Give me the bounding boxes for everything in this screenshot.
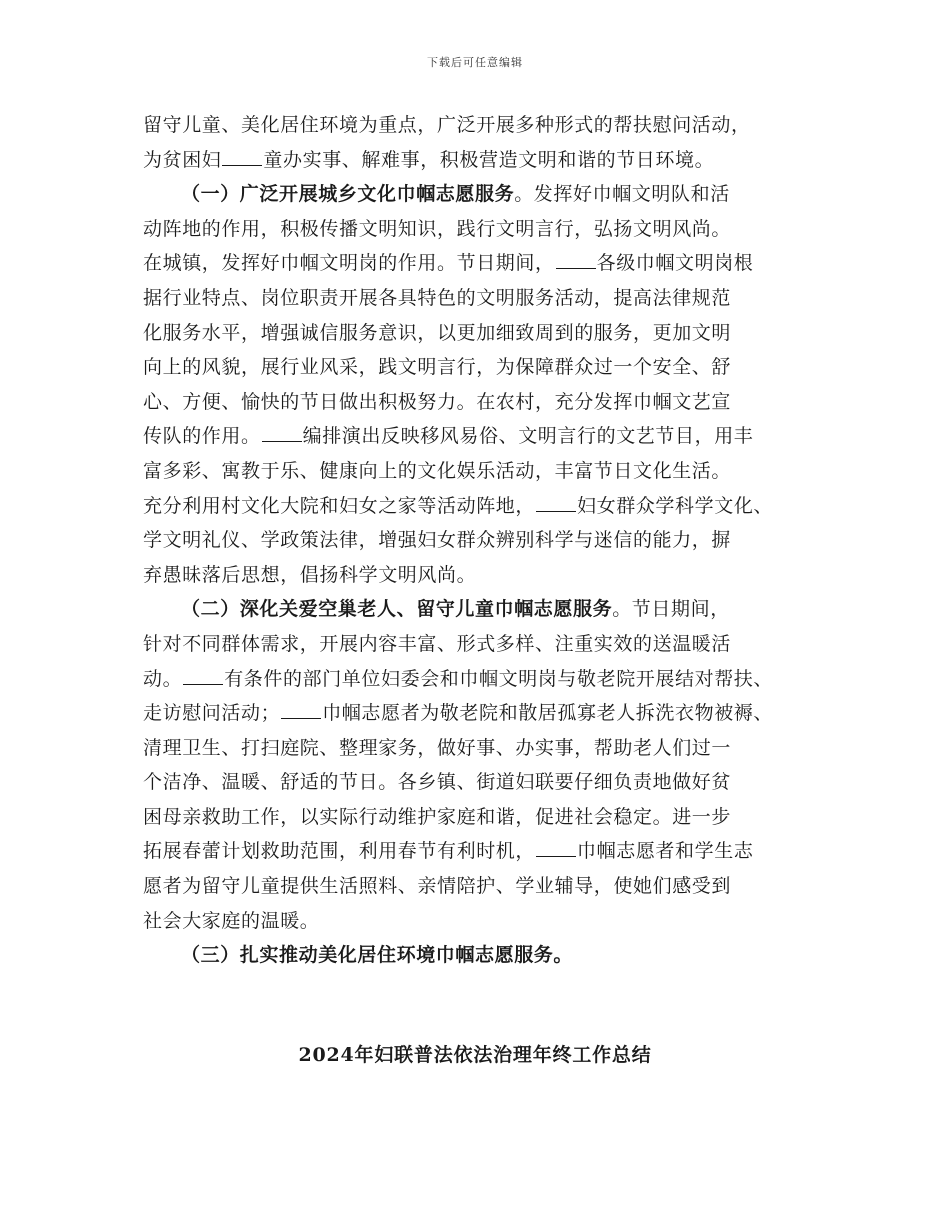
text-line [143,281,827,316]
text-line [143,212,827,247]
line-text-before-blank: 动。 [143,667,183,690]
page-header-note: 下载后可任意编辑 [427,56,523,69]
text-line [143,662,827,697]
text-line [143,523,827,558]
text-line [143,454,827,489]
line-text-before-blank: 为贫困妇 [143,148,222,171]
text-line [143,558,827,593]
line-text-before-blank: 在城镇，发挥好巾帼文明岗的作用。节日期间， [143,252,555,275]
fill-in-blank [556,250,596,269]
line-text: 心、方便、愉快的节日做出积极努力。在农村，充分发挥巾帼文艺宣 [143,390,732,413]
fill-in-blank [536,493,576,512]
line-text-after-blank: 有条件的部门单位妇委会和巾帼文明岗与敬老院开展结对帮扶、 [224,667,774,690]
text-line [143,938,827,973]
fill-in-blank [536,838,576,857]
line-text: 清理卫生、打扫庭院、整理家务，做好事、办实事，帮助老人们过一 [143,736,732,759]
line-text: 学文明礼仪、学政策法律，增强妇女群众辨别科学与迷信的能力，摒 [143,529,732,552]
line-text: 愿者为留守儿童提供生活照料、亲情陪护、学业辅导，使她们感受到 [143,875,732,898]
line-text-after-blank: 。发挥好巾帼文明队和活 [514,183,730,206]
line-text-after-blank: 童办实事、解难事，积极营造文明和谐的节日环境。 [263,148,715,171]
text-line [143,627,827,662]
line-text: 社会大家庭的温暖。 [143,909,320,932]
section-heading-text: （二）深化关爱空巢老人、留守儿童巾帼志愿服务 [181,598,613,621]
line-text-after-blank: 。节日期间， [612,598,730,621]
line-text-after-blank: 巾帼志愿者和学生志 [577,840,754,863]
line-text-after-blank: 巾帼志愿者为敬老院和散居孤寡老人拆洗衣物被褥、 [322,702,774,725]
text-line [143,765,827,800]
text-line [143,350,827,385]
line-text: 困母亲救助工作，以实际行动维护家庭和谐，促进社会稳定。进一步 [143,805,732,828]
text-line [143,246,827,281]
document-body [143,108,827,973]
line-text: 个洁净、温暖、舒适的节日。各乡镇、街道妇联要仔细负责地做好贫 [143,771,732,794]
line-text: 富多彩、寓教于乐、健康向上的文化娱乐活动，丰富节日文化生活。 [143,459,732,482]
line-text: 针对不同群体需求，开展内容丰富、形式多样、注重实效的送温暖活 [143,632,732,655]
section-heading-text: （三）扎实推动美化居住环境巾帼志愿服务。 [181,944,574,967]
line-text-after-blank: 编排演出反映移风易俗、文明言行的文艺节目，用丰 [302,425,754,448]
line-text-before-blank: 拓展春蕾计划救助范围，利用春节有利时机， [143,840,536,863]
text-line [143,592,827,627]
fill-in-blank [222,147,262,166]
section-heading-text: （一）广泛开展城乡文化巾帼志愿服务 [181,183,515,206]
text-line [143,143,827,178]
next-section-title: 2024年妇联普法依法治理年终工作总结 [298,1044,652,1066]
fill-in-blank [262,423,302,442]
line-text: 动阵地的作用，积极传播文明知识，践行文明言行，弘扬文明风尚。 [143,217,732,240]
text-line [143,696,827,731]
text-line [143,419,827,454]
fill-in-blank [183,666,223,685]
text-line [143,489,827,524]
line-text-before-blank: 传队的作用。 [143,425,261,448]
line-text: 弃愚昧落后思想，倡扬科学文明风尚。 [143,563,477,586]
line-text: 化服务水平，增强诚信服务意识，以更加细致周到的服务，更加文明 [143,321,732,344]
text-line [143,177,827,212]
text-line [143,834,827,869]
text-line [143,800,827,835]
text-line [143,385,827,420]
text-line [143,869,827,904]
line-text: 向上的风貌，展行业风采，践文明言行，为保障群众过一个安全、舒 [143,356,732,379]
text-line [143,316,827,351]
text-line [143,108,827,143]
line-text-after-blank: 妇女群众学科学文化、 [577,494,774,517]
text-line [143,904,827,939]
line-text: 据行业特点、岗位职责开展各具特色的文明服务活动，提高法律规范 [143,286,732,309]
line-text-before-blank: 充分利用村文化大院和妇女之家等活动阵地， [143,494,536,517]
line-text: 留守儿童、美化居住环境为重点，广泛开展多种形式的帮扶慰问活动， [143,114,751,136]
fill-in-blank [281,700,321,719]
text-line [143,731,827,766]
line-text-after-blank: 各级巾帼文明岗根 [596,252,754,275]
line-text-before-blank: 走访慰问活动； [143,702,281,725]
